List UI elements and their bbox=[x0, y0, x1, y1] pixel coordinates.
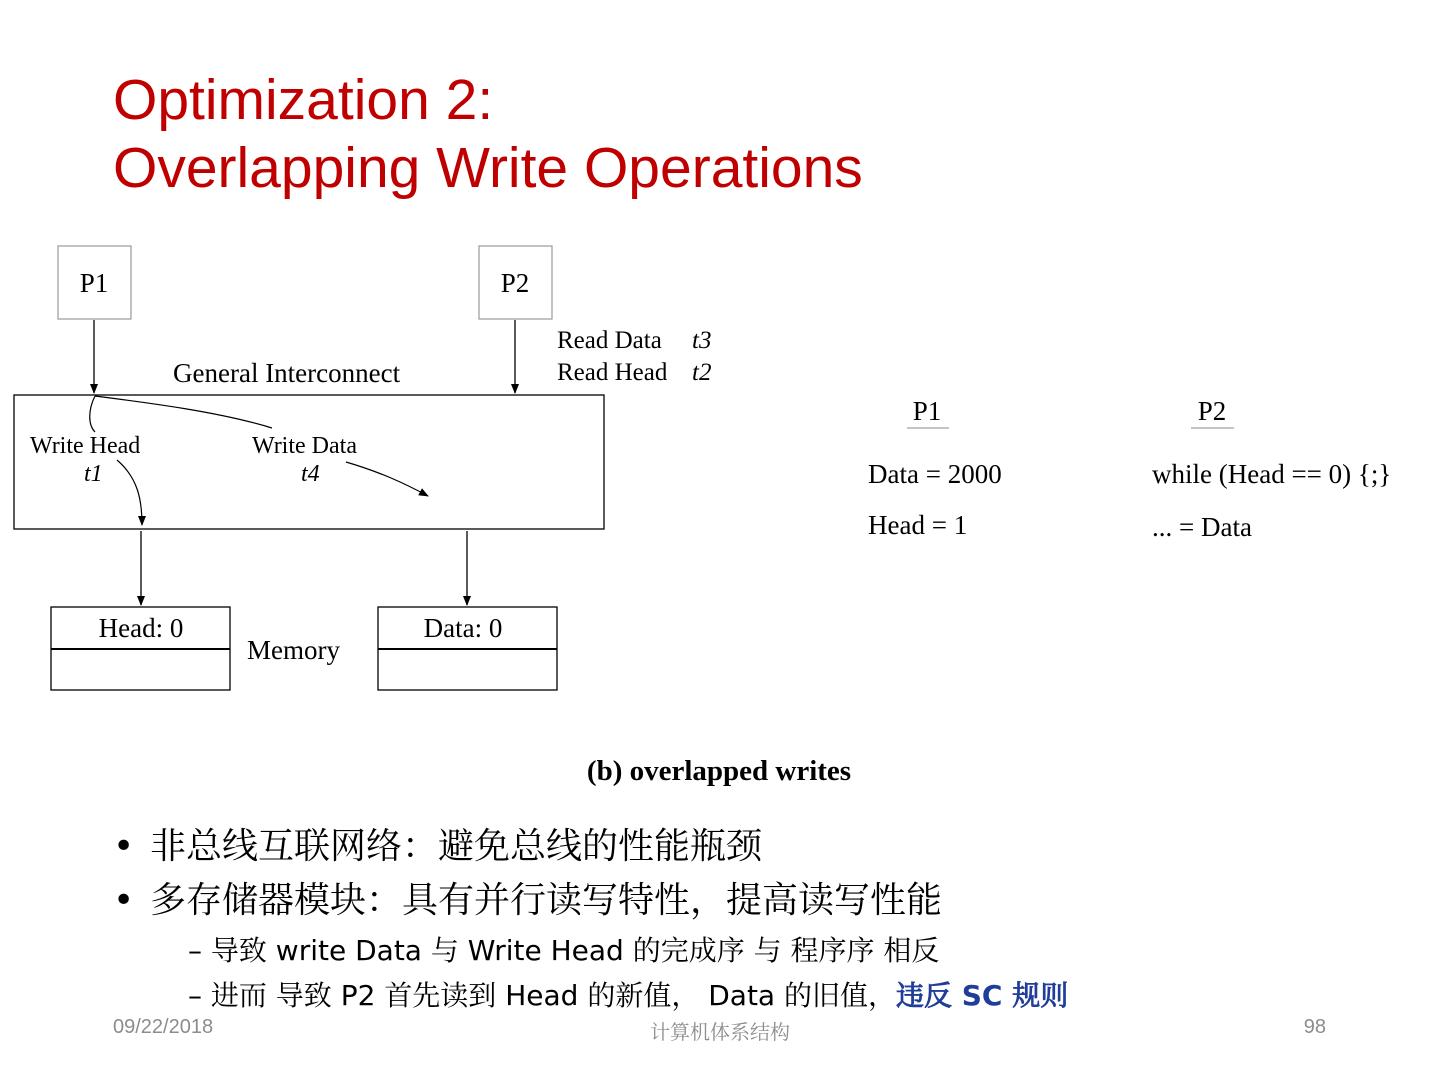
head-memory-label: Head: 0 bbox=[98, 613, 184, 643]
footer-course: 计算机体系结构 bbox=[650, 1022, 790, 1044]
read-data-label: Read Data bbox=[557, 327, 662, 354]
read-data-time: t3 bbox=[692, 327, 712, 354]
sc-violation-highlight: 违反 SC 规则 bbox=[895, 979, 1069, 1012]
write-head-path bbox=[90, 396, 95, 432]
code-p2-line2: ... = Data bbox=[1152, 512, 1252, 542]
bullet-item: • 多存储器模块：具有并行读写特性，提高读写性能 bbox=[113, 874, 1068, 928]
data-memory-label: Data: 0 bbox=[423, 613, 503, 643]
slide-title-line1: Optimization 2: bbox=[113, 68, 494, 132]
write-data-arrow bbox=[346, 462, 428, 496]
code-p1-header: P1 bbox=[912, 396, 942, 426]
write-head-arrow bbox=[117, 460, 142, 525]
code-p2-line1: while (Head == 0) {;} bbox=[1152, 459, 1392, 489]
sub-bullet-item: – 进而 导致 P2 首先读到 Head 的新值， Data 的旧值，违反 SC 规则 bbox=[188, 979, 1069, 1012]
p2-label: P2 bbox=[500, 268, 530, 298]
read-head-time: t2 bbox=[692, 359, 712, 386]
footer-page-number: 98 bbox=[1303, 1016, 1326, 1038]
code-p2-header: P2 bbox=[1197, 396, 1227, 426]
code-p1-line1: Data = 2000 bbox=[868, 459, 1002, 489]
write-data-time: t4 bbox=[301, 461, 320, 487]
write-head-time: t1 bbox=[84, 461, 103, 487]
bullet-list bbox=[113, 820, 1068, 1018]
interconnect-label: General Interconnect bbox=[173, 358, 401, 388]
write-data-label: Write Data bbox=[252, 433, 357, 459]
p1-label: P1 bbox=[79, 268, 109, 298]
memory-label: Memory bbox=[247, 635, 340, 665]
write-data-path bbox=[95, 396, 272, 428]
slide-title-line2: Overlapping Write Operations bbox=[113, 136, 863, 200]
bullet-item: • 非总线互联网络：避免总线的性能瓶颈 bbox=[113, 820, 1068, 874]
read-head-label: Read Head bbox=[557, 359, 668, 386]
figure-caption: (b) overlapped writes bbox=[586, 755, 852, 787]
write-head-label: Write Head bbox=[30, 433, 141, 459]
sub-bullet-item: – 导致 write Data 与 Write Head 的完成序 与 程序序 相反 bbox=[188, 934, 940, 967]
footer-date: 09/22/2018 bbox=[113, 1016, 214, 1038]
code-p1-line2: Head = 1 bbox=[868, 510, 968, 540]
